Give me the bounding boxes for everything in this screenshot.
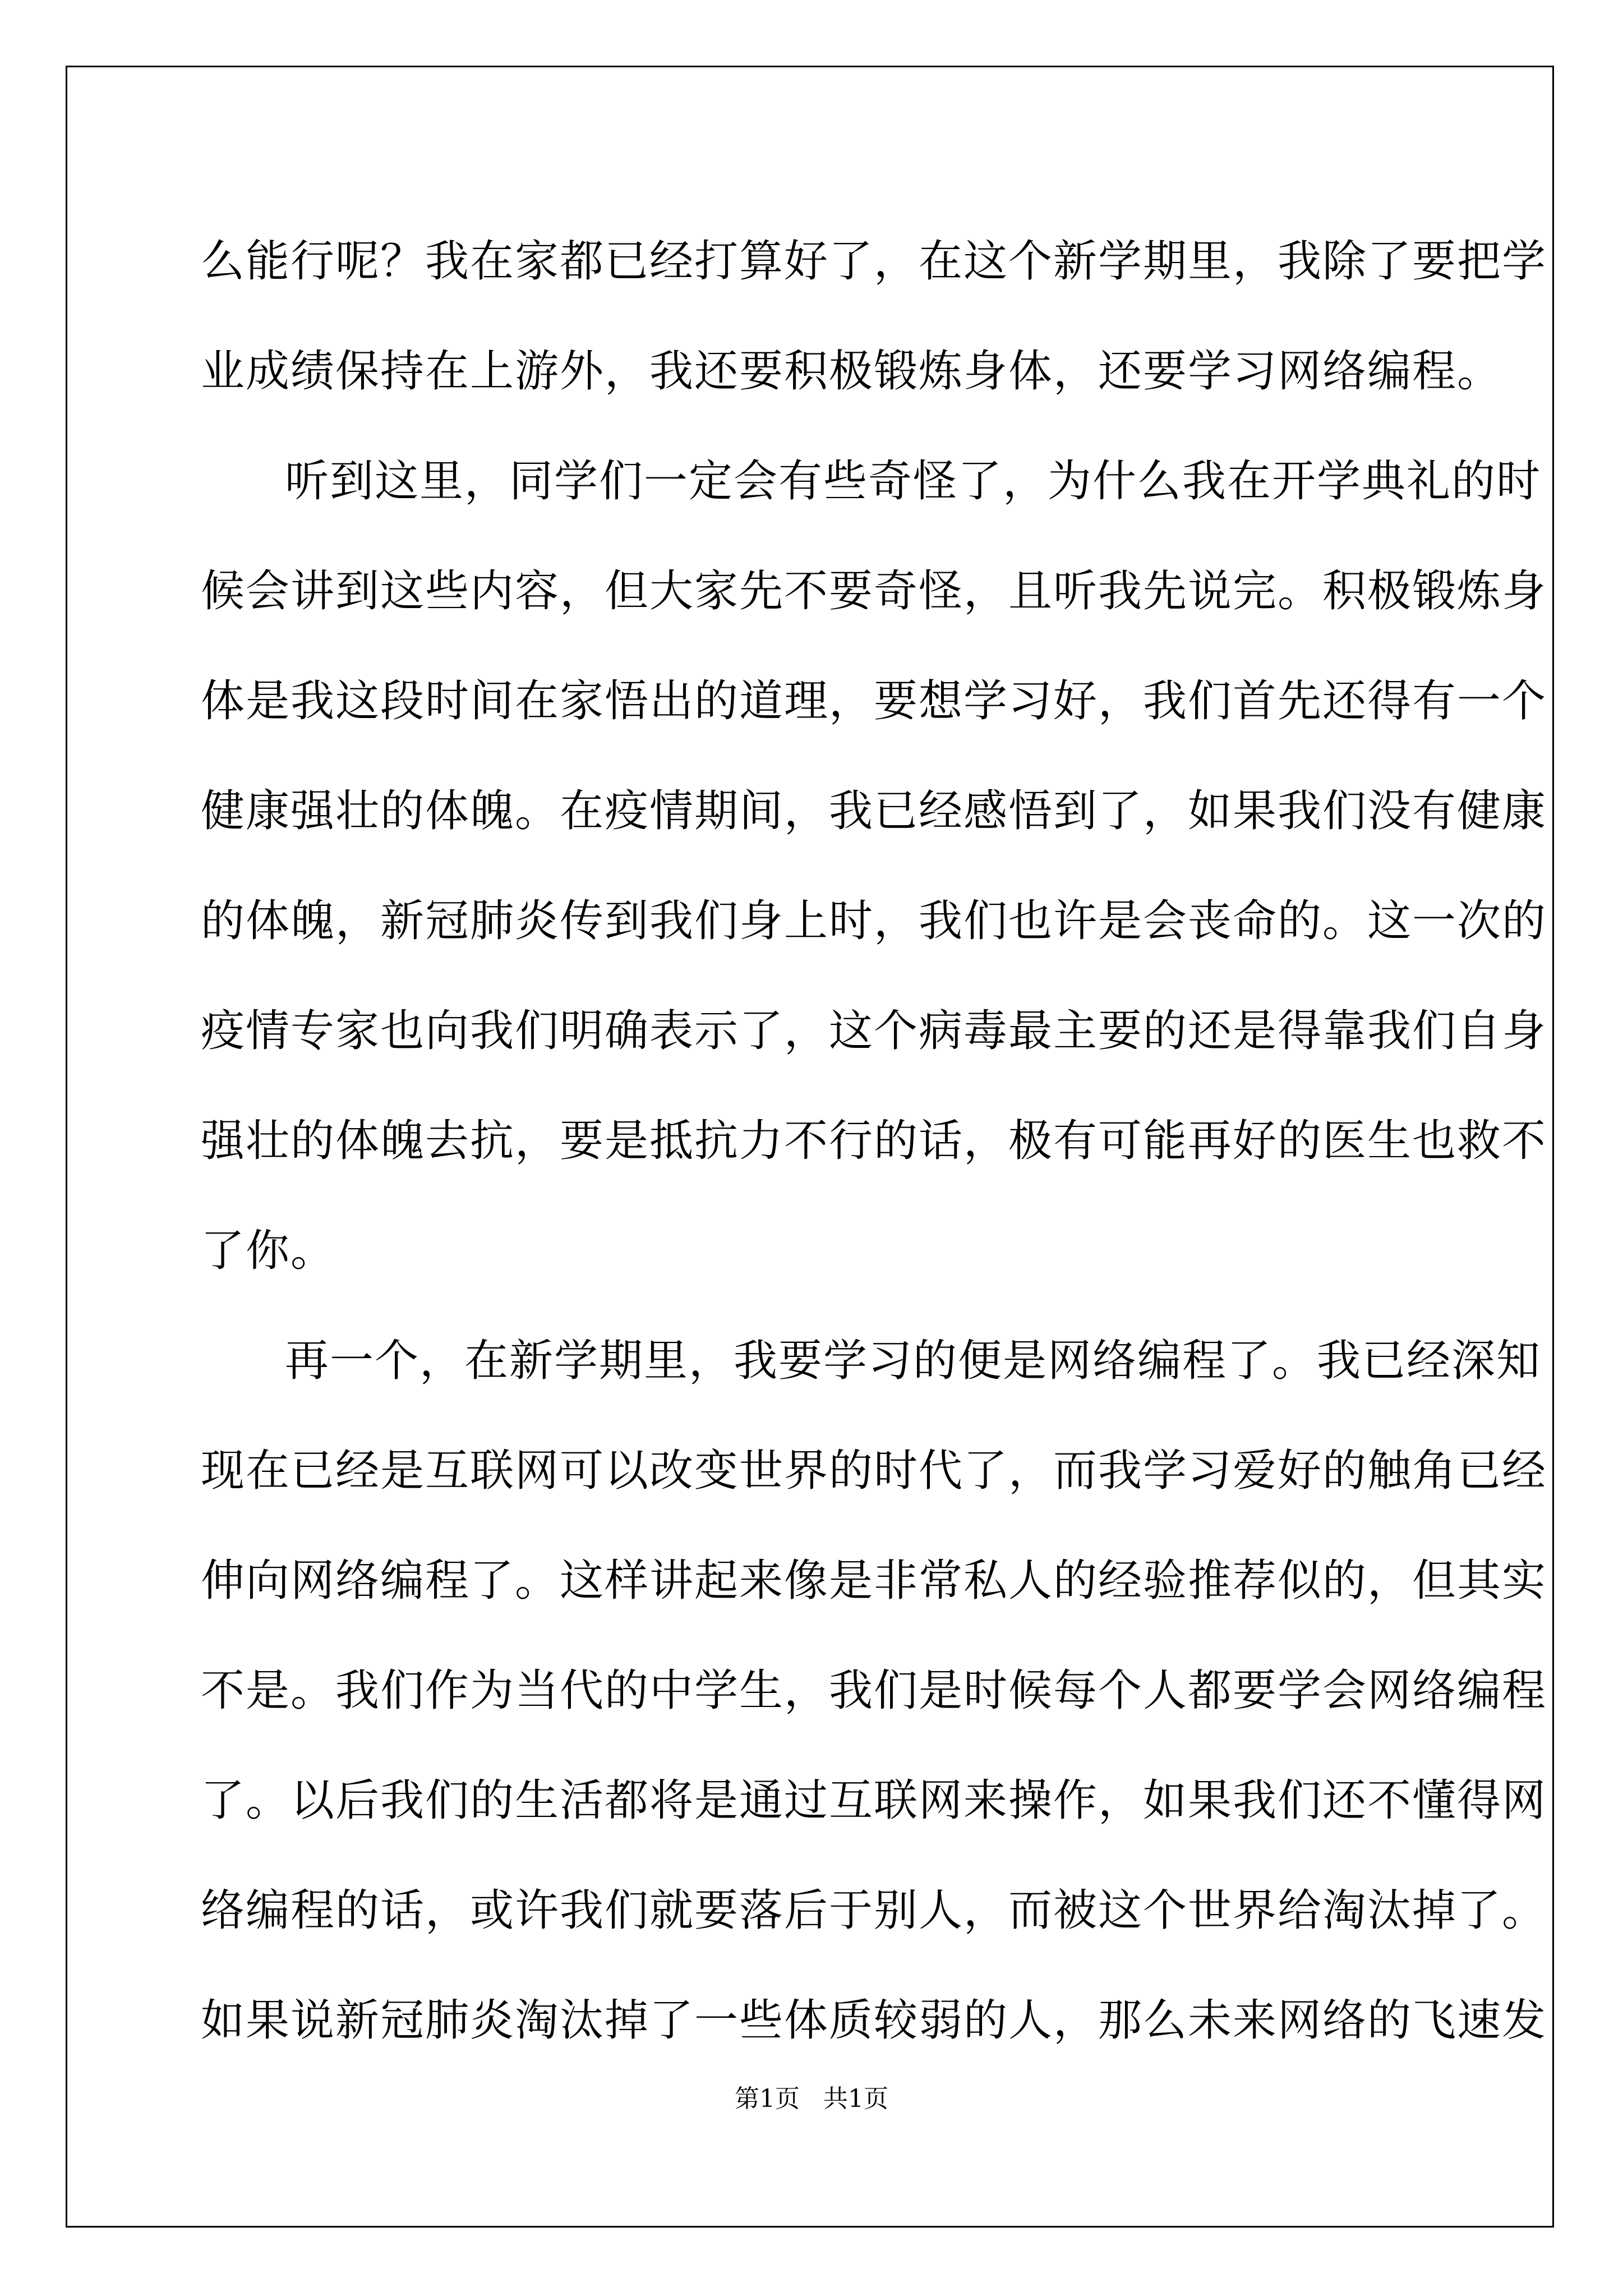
text-line: 了。以后我们的生活都将是通过互联网来操作，如果我们还不懂得网 [201,1775,1547,1826]
text-line: 了你。 [201,1226,336,1276]
text-line: 如果说新冠肺炎淘汰掉了一些体质较弱的人，那么未来网络的飞速发 [201,1995,1547,2046]
text-line: 体是我这段时间在家悟出的道理，要想学习好，我们首先还得有一个 [201,676,1547,726]
text-line: 业成绩保持在上游外，我还要积极锻炼身体，还要学习网络编程。 [201,346,1502,397]
text-line: 健康强壮的体魄。在疫情期间，我已经感悟到了，如果我们没有健康 [201,786,1547,836]
page-footer: 第1页 共1页 [735,2085,888,2113]
text-line: 络编程的话，或许我们就要落后于别人，而被这个世界给淘汰掉了。 [201,1885,1547,1936]
text-line: 么能行呢？我在家都已经打算好了，在这个新学期里，我除了要把学 [201,236,1547,287]
text-line: 候会讲到这些内容，但大家先不要奇怪，且听我先说完。积极锻炼身 [201,566,1547,616]
text-line: 强壮的体魄去抗，要是抵抗力不行的话，极有可能再好的医生也救不 [201,1116,1547,1166]
text-line: 不是。我们作为当代的中学生，我们是时候每个人都要学会网络编程 [201,1665,1547,1716]
text-line: 疫情专家也向我们明确表示了，这个病毒最主要的还是得靠我们自身 [201,1006,1547,1056]
text-line: 的体魄，新冠肺炎传到我们身上时，我们也许是会丧命的。这一次的 [201,896,1547,946]
document-body [201,206,1547,2076]
paragraph-first-line: 再一个，在新学期里，我要学习的便是网络编程了。我已经深知 [285,1336,1542,1386]
paragraph-first-line: 听到这里，同学们一定会有些奇怪了，为什么我在开学典礼的时 [285,456,1542,507]
text-line: 现在已经是互联网可以改变世界的时代了，而我学习爱好的触角已经 [201,1446,1547,1496]
text-line: 伸向网络编程了。这样讲起来像是非常私人的经验推荐似的，但其实 [201,1556,1547,1606]
